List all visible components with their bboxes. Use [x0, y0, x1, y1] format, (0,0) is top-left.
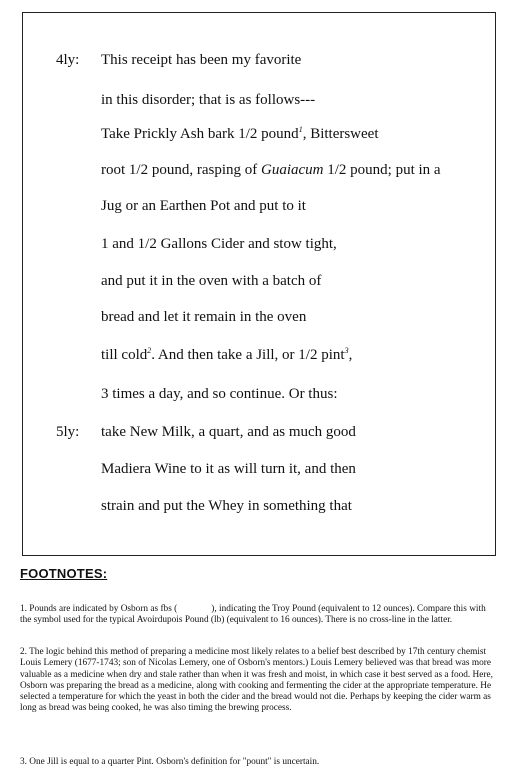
recipe-line-6: 1 and 1/2 Gallons Cider and stow tight,: [101, 236, 337, 252]
footnote-2: 2. The logic behind this method of preparing a medicine most likely relates to a belief best described by 17th century chemist Louis Lemery (1677-1743; son of Nicolas Lemery, one of Osborn's mentors.) Louis Lemery believed was that bread was more valuable as a medicine when dry and stale rather than when it was fresh and moist, in which case it best served as a food. Here, Osborn was preparing the bread as a medicine, along with cooking and fermenting the cider at the appropriate temperature. He selected a temperature for which the yeast in both the cider and the bread would not die. Perhaps by keeping the cider warm as long as bread was being cooked, he was also timing the brewing process.: [20, 647, 493, 714]
recipe-line-5: Jug or an Earthen Pot and put to it: [101, 198, 306, 214]
footnote-ref-2[interactable]: 2: [147, 346, 152, 355]
footnotes-heading: FOOTNOTES:: [20, 566, 108, 581]
footnote-ref-1[interactable]: 1: [298, 125, 303, 134]
footnote-3: 3. One Jill is equal to a quarter Pint. Osborn's definition for "pount" is uncertain.: [20, 757, 320, 767]
recipe-line-10: 3 times a day, and so continue. Or thus:: [101, 386, 338, 402]
recipe-line-2: in this disorder; that is as follows---: [101, 92, 316, 108]
recipe-line-13: strain and put the Whey in something that: [101, 498, 352, 514]
entry-number-5ly: 5ly:: [56, 424, 80, 440]
recipe-line-3: Take Prickly Ash bark 1/2 pound$^1$, Bittersweet: [101, 125, 379, 142]
footnote-1: 1. Pounds are indicated by Osborn as fbs ( ), indicating the Troy Pound (equivalent to 12 ounces). Compare this with the symbol used for the typical Avoirdupois Pound (lb) (equivalent to 16 ounces). There is no cross-line in the latter.: [20, 604, 486, 626]
recipe-line-9: till cold$^2$. And then take a Jill, or 1/2 pint$^3$,: [101, 346, 353, 363]
recipe-line-8: bread and let it remain in the oven: [101, 309, 307, 325]
recipe-line-11: take New Milk, a quart, and as much good: [101, 424, 356, 440]
entry-number-4ly: 4ly:: [56, 52, 80, 68]
recipe-line-7: and put it in the oven with a batch of: [101, 273, 322, 289]
recipe-line-12: Madiera Wine to it as will turn it, and then: [101, 461, 356, 477]
recipe-line-4: root 1/2 pound, rasping of Guaiacum 1/2 pound; put in a: [101, 162, 441, 178]
recipe-line-1: This receipt has been my favorite: [101, 52, 302, 68]
footnote-ref-3[interactable]: 3: [344, 346, 349, 355]
